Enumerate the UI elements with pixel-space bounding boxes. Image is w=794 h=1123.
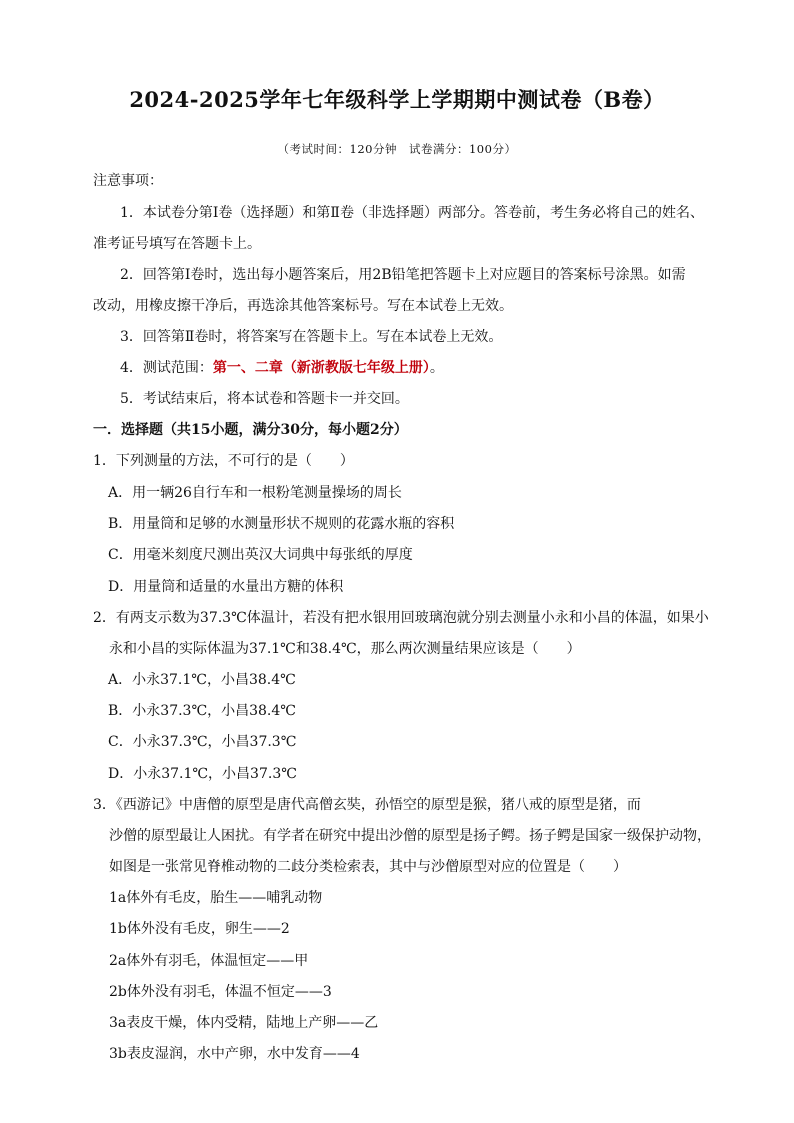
- notice-item-3: 3．回答第Ⅱ卷时，将答案写在答题卡上。写在本试卷上无效。: [120, 329, 503, 345]
- key-entry-1a: 1a体外有毛皮，胎生——哺乳动物: [109, 890, 323, 906]
- notice-item-4: [120, 359, 444, 377]
- notice-item-1: 1．本试卷分第Ⅰ卷（选择题）和第Ⅱ卷（非选择题）两部分。答卷前，考生务必将自己的姓名、: [120, 205, 704, 221]
- notice-item-2-cont: 改动，用橡皮擦干净后，再选涂其他答案标号。写在本试卷上无效。: [93, 298, 513, 314]
- notice-item-4-suffix: 。: [429, 360, 444, 376]
- notice-item-4-prefix: 4．测试范围：: [120, 360, 213, 376]
- key-entry-3a: 3a表皮干燥，体内受精，陆地上产卵——乙: [109, 1015, 379, 1031]
- key-entry-2a: 2a体外有羽毛，体温恒定——甲: [109, 953, 309, 969]
- question-2-option-d: D．小永37.1℃，小昌37.3℃: [108, 766, 297, 782]
- notice-item-1-cont: 准考证号填写在答题卡上。: [93, 236, 261, 252]
- question-3-stem-cont-1: 沙僧的原型最让人困扰。有学者在研究中提出沙僧的原型是扬子鳄。扬子鳄是国家一级保护动物，: [109, 828, 711, 844]
- question-3-stem-cont-2: 如图是一张常见脊椎动物的二歧分类检索表，其中与沙僧原型对应的位置是（ ）: [109, 859, 627, 875]
- question-1-option-c: C．用毫米刻度尺测出英汉大词典中每张纸的厚度: [108, 547, 413, 563]
- page-title: 2024-2025学年七年级科学上学期期中测试卷（B卷）: [129, 87, 665, 112]
- test-scope: 第一、二章（新浙教版七年级上册）: [212, 360, 430, 376]
- exam-info: （考试时间：120分钟 试卷满分：100分）: [277, 142, 517, 156]
- question-2-option-a: A．小永37.1℃，小昌38.4℃: [108, 672, 296, 688]
- notice-item-5: 5．考试结束后，将本试卷和答题卡一并交回。: [120, 391, 409, 407]
- question-1-option-b: B．用量筒和足够的水测量形状不规则的花露水瓶的容积: [108, 516, 455, 532]
- question-1-option-d: D．用量筒和适量的水量出方糖的体积: [108, 579, 344, 595]
- question-2-stem: 2．有两支示数为37.3℃体温计，若没有把水银用回玻璃泡就分别去测量小永和小昌的体温，如果小: [93, 610, 709, 626]
- question-2-option-b: B．小永37.3℃，小昌38.4℃: [108, 703, 296, 719]
- question-1-option-a: A．用一辆26自行车和一根粉笔测量操场的周长: [108, 485, 402, 501]
- notice-heading: 注意事项：: [93, 173, 163, 189]
- notice-item-2: 2．回答第Ⅰ卷时，选出每小题答案后，用2B铅笔把答题卡上对应题目的答案标号涂黑。如需: [120, 267, 686, 283]
- section-heading: 一．选择题（共15小题，满分30分，每小题2分）: [93, 422, 408, 438]
- question-3-stem: 3．《西游记》中唐僧的原型是唐代高僧玄奘，孙悟空的原型是猴，猪八戒的原型是猪，而: [93, 797, 641, 813]
- key-entry-2b: 2b体外没有羽毛，体温不恒定——3: [109, 984, 332, 1000]
- question-2-option-c: C．小永37.3℃，小昌37.3℃: [108, 734, 297, 750]
- key-entry-3b: 3b表皮湿润，水中产卵，水中发育——4: [109, 1046, 360, 1062]
- question-1-stem: 1．下列测量的方法，不可行的是（ ）: [93, 453, 354, 469]
- question-2-stem-cont: 永和小昌的实际体温为37.1℃和38.4℃，那么两次测量结果应该是（ ）: [109, 641, 581, 657]
- key-entry-1b: 1b体外没有毛皮，卵生——2: [109, 921, 290, 937]
